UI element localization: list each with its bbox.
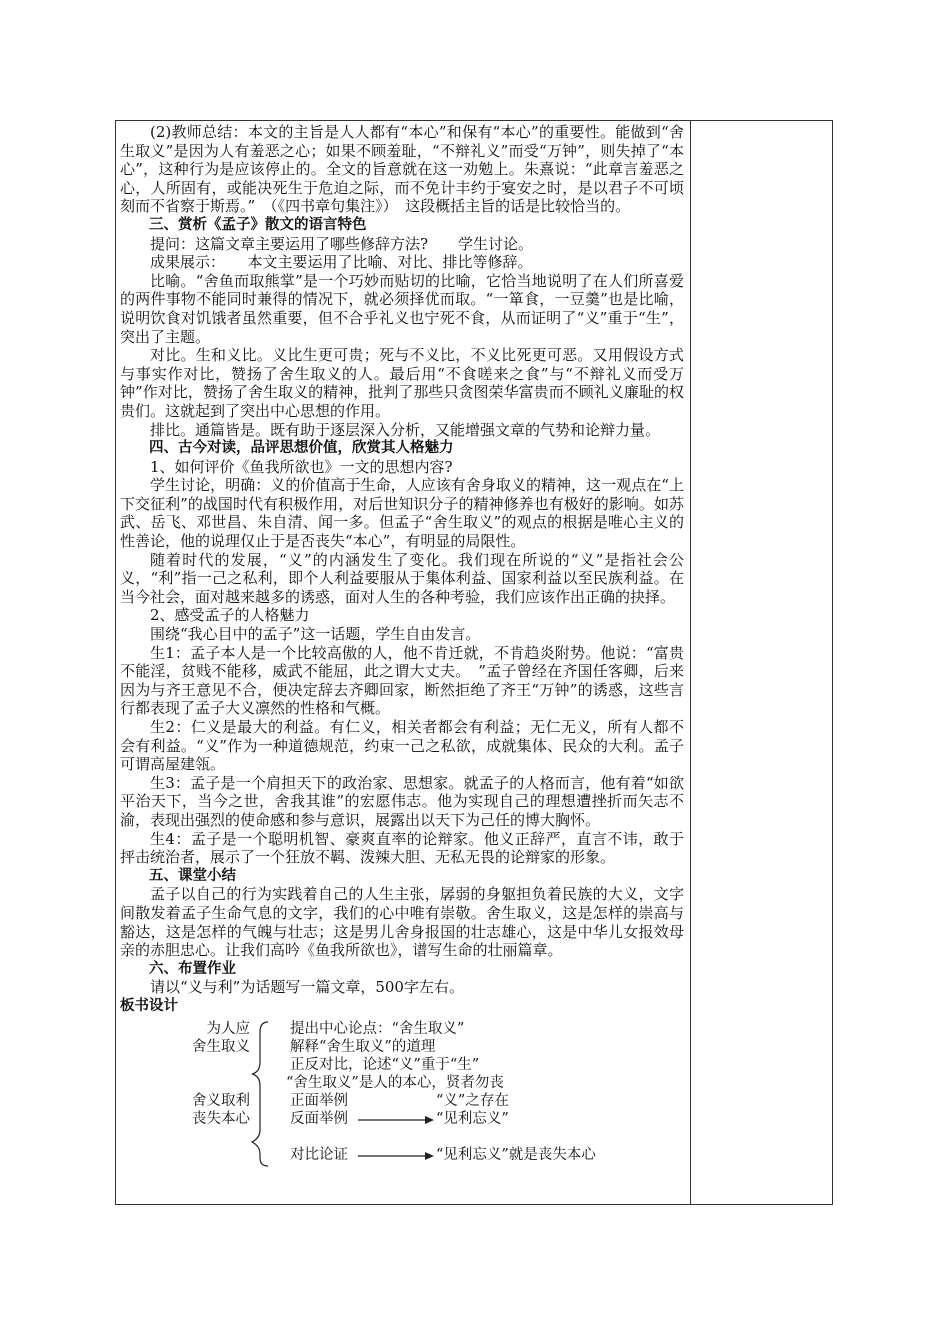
board-line: 反面举例 xyxy=(290,1110,348,1127)
paragraph: 比喻。“舍鱼而取熊掌”是一个巧妙而贴切的比喻，它恰当地说明了在人们所喜爱的两件事物不能同时兼得的情况下，就必须择优而取。“一箪食，一豆羹”也是比喻，说明饮食对饥饿者虽然重要，但不合乎礼义也宁死不食，从而证明了“义”重于“生”，突出了主题。 xyxy=(120,271,684,346)
paragraph: 生1：孟子本人是一个比较高傲的人，他不肯迁就，不肯趋炎附势。他说：“富贵不能淫，贫贱不能移，威武不能屈，此之谓大丈夫。 ”孟子曾经在齐国任客卿，后来因为与齐王意见不合，便决定辞去齐卿回家，断然拒绝了齐王“万钟”的诱惑，这些言行都表现了孟子大义凛然的性格和气概。 xyxy=(120,643,684,718)
section-heading: 五、课堂小结 xyxy=(149,867,236,884)
section-heading: 三、赏析《孟子》散文的语言特色 xyxy=(149,216,367,233)
section-heading: 四、古今对读，品评思想价值，欣赏其人格魅力 xyxy=(149,440,454,457)
paragraph: 对比。生和义比。义比生更可贵；死与不义比，不义比死更可恶。又用假设方式与事实作对比，赞扬了舍生取义的人。最后用“不食嗟来之食”与“不辩礼义而受万钟”作对比，赞扬了舍生取义的精神，批判了那些只贪图荣华富贵而不顾礼义廉耻的权贵们。这就起到了突出中心思想的作用。 xyxy=(120,346,684,420)
paragraph: 请以“义与利”为话题写一篇文章，500字左右。 xyxy=(150,978,464,997)
paragraph: 生4：孟子是一个聪明机智、豪爽直率的论辩家。他义正辞严，直言不讳，敢于抨击统治者，展示了一个狂放不羁、泼辣大胆、无私无畏的论辩家的形象。 xyxy=(120,829,684,867)
board-line: 正面举例 xyxy=(290,1092,348,1109)
column-divider xyxy=(690,121,691,1204)
paragraph: 生3：孟子是一个肩担天下的政治家、思想家。就孟子的人格而言，他有着“如欲平治天下，当今之世，舍我其谁”的宏愿伟志。他为实现自己的理想遭挫折而矢志不渝，表现出强烈的使命感和参与意识，展露出以天下为己任的博大胸怀。 xyxy=(120,773,684,829)
lesson-table xyxy=(115,120,833,1205)
board-left-label: 为人应 xyxy=(206,1020,250,1037)
board-line: 提出中心论点：“舍生取义” xyxy=(290,1020,465,1037)
board-left-label: 丧失本心 xyxy=(192,1110,250,1127)
board-design-heading: 板书设计 xyxy=(120,997,178,1014)
paragraph: 围绕“我心目中的孟子”这一话题，学生自由发言。 xyxy=(150,625,481,644)
section-heading: 六、布置作业 xyxy=(149,960,236,977)
board-line: “义”之存在 xyxy=(436,1092,509,1109)
board-left-label: 舍生取义 xyxy=(192,1038,250,1055)
paragraph: (2)教师总结：本文的主旨是人人都有“本心”和保有“本心”的重要性。能做到“舍生取义”是因为人有羞恶之心；如果不顾羞耻，“不辩礼义”而受“万钟”，则失掉了“本心”，这种行为是应该停止的。全文的旨意就在这一劝勉上。朱熹说：“此章言羞恶之心，人所固有，或能决死生于危迫之际，而不免计丰约于宴安之时，是以君子不可顷刻而不省察于斯焉。” （《四书章句集注》） 这段概括主旨的话是比较恰当的。 xyxy=(120,123,684,216)
paragraph: 随着时代的发展，“义”的内涵发生了变化。我们现在所说的“义”是指社会公义，“利”指一己之私利，即个人利益要服从于集体利益、国家利益以至民族利益。在当今社会，面对越来越多的诱惑，面对人生的各种考验，我们应该作出正确的抉择。 xyxy=(120,550,684,606)
paragraph: 2、感受孟子的人格魅力 xyxy=(150,606,310,625)
board-design xyxy=(120,1018,684,1168)
paragraph: 1、如何评价《鱼我所欲也》一文的思想内容? xyxy=(150,457,453,476)
paragraph: 学生讨论，明确：义的价值高于生命，人应该有舍身取义的精神，这一观点在“上下交征利”的战国时代有积极作用，对后世知识分子的精神修养也有极好的影响。如苏武、岳飞、邓世昌、朱自清、闻一多。但孟子“舍生取义”的观点的根据是唯心主义的性善论，他的说理仅止于是否丧失“本心”，有明显的局限性。 xyxy=(120,476,684,551)
board-line: 对比论证 xyxy=(290,1146,348,1163)
paragraph: 提问：这篇文章主要运用了哪些修辞方法? 学生讨论。 xyxy=(150,234,534,253)
lesson-content xyxy=(120,123,684,1168)
paragraph: 孟子以自己的行为实践着自己的人生主张，孱弱的身躯担负着民族的大义，文字间散发着孟子生命气息的文字，我们的心中唯有崇敬。舍生取义，这是怎样的崇高与豁达，这是怎样的气魄与壮志；这是男儿舍身报国的壮志雄心，这是中华儿女报效母亲的赤胆忠心。让我们高吟《鱼我所欲也》，谱写生命的壮丽篇章。 xyxy=(120,885,684,960)
board-line: 正反对比，论述“义”重于“生” xyxy=(290,1056,480,1073)
paragraph: 生2：仁义是最大的利益。有仁义，相关者都会有利益；无仁无义，所有人都不会有利益。“义”作为一种道德规范，约束一己之私欲，成就集体、民众的大利。孟子可谓高屋建瓴。 xyxy=(120,718,684,774)
paragraph: 成果展示： 本文主要运用了比喻、对比、排比等修辞。 xyxy=(150,253,533,272)
board-line: “见利忘义”就是丧失本心 xyxy=(436,1146,596,1163)
paragraph: 排比。通篇皆是。既有助于逐层深入分析，又能增强文章的气势和论辩力量。 xyxy=(150,420,661,439)
board-line: “见利忘义” xyxy=(436,1110,509,1127)
board-line: 解释“舍生取义”的道理 xyxy=(290,1038,436,1055)
board-left-label: 舍义取利 xyxy=(192,1092,250,1109)
board-line: “舍生取义”是人的本心，贤者勿丧 xyxy=(286,1074,504,1091)
